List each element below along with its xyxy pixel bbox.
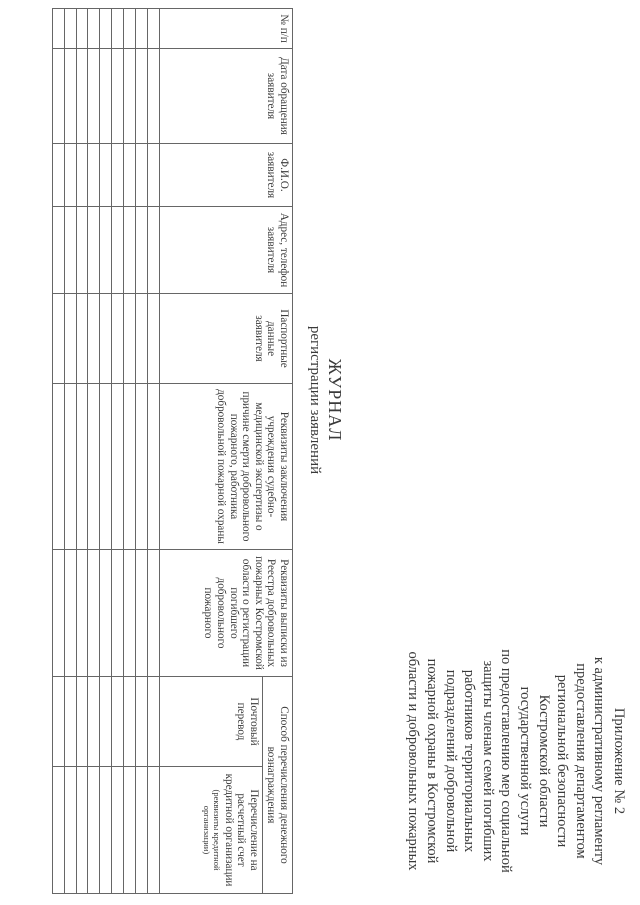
bank-label: Перечисление на расчетный счет кредитной организации: [222, 773, 260, 887]
appendix-block: [404, 630, 628, 892]
bank-note: (реквизиты кредитной организации): [202, 789, 223, 871]
column-header-payment-method: Способ перечисления денежного вознаграждения: [262, 677, 292, 894]
appendix-line: государственной услуги: [517, 686, 534, 836]
column-header-address: Адрес, телефон заявителя: [159, 207, 292, 294]
column-header-passport: Паспортные данные заявителя: [159, 294, 292, 384]
table-row: [136, 9, 148, 894]
column-header-bank: [159, 767, 262, 894]
appendix-line: региональной безопасности: [554, 674, 571, 848]
column-header-fio: Ф.И.О. заявителя: [159, 144, 292, 207]
table-row: [147, 9, 159, 894]
table-header-row: [262, 9, 292, 894]
table-row: [64, 9, 76, 894]
column-header-number: № п/п: [159, 9, 292, 49]
appendix-line: пожарной охраны в Костромской: [424, 658, 441, 864]
column-header-postal: Почтовый перевод: [159, 677, 262, 767]
table-row: [76, 9, 88, 894]
journal-subtitle: регистрации заявлений: [307, 325, 323, 475]
appendix-line: подразделений добровольной: [442, 669, 459, 853]
appendix-line: предоставления департаментом: [572, 663, 589, 859]
journal-heading: [305, 200, 346, 600]
appendix-line: работников территориальных: [461, 669, 478, 853]
appendix-title: Приложение № 2: [611, 707, 627, 815]
table-row: [52, 9, 64, 894]
registration-journal-table: [52, 8, 293, 894]
appendix-line: по предоставлению мер социальной: [498, 649, 515, 873]
column-header-expertise: Реквизиты заключения учреждения судебно-медицинской экспертизы о причине смерти добровольного пожарного, работника добровольной пожарной охраны: [159, 384, 292, 550]
appendix-line: защиты членам семей погибших: [479, 660, 496, 862]
table-row: [88, 9, 100, 894]
table-row: [112, 9, 124, 894]
table-row: [100, 9, 112, 894]
column-header-date: Дата обращения заявителя: [159, 49, 292, 144]
appendix-line: Костромской области: [535, 694, 552, 828]
appendix-line: к административному регламенту: [591, 656, 608, 866]
table-row: [124, 9, 136, 894]
appendix-line: области и добровольных пожарных: [405, 651, 422, 871]
journal-title: ЖУРНАЛ: [325, 358, 345, 442]
column-header-registry: Реквизиты выписки из Реестра добровольных пожарных Костромской области о регистрации погибшего добровольного пожарного: [159, 550, 292, 677]
